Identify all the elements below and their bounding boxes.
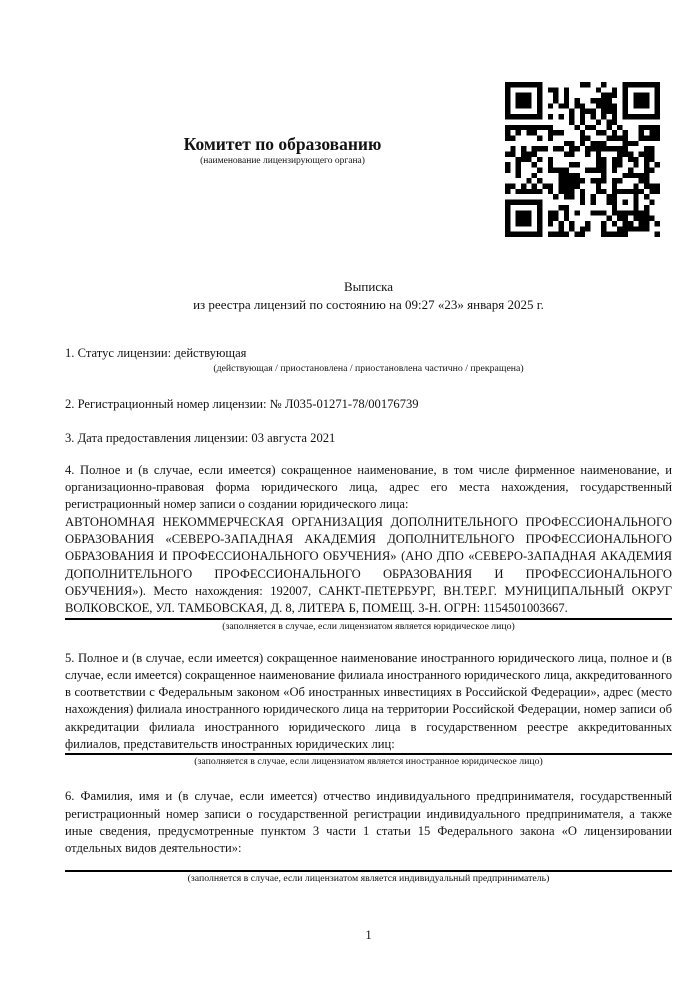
page-content (65, 0, 672, 885)
license-status-item: 1. Статус лицензии: действующая (65, 346, 247, 360)
authority-caption: (наименование лицензирующего органа) (200, 156, 365, 166)
legal-entity-label: 4. Полное и (в случае, если имеется) сокращенное наименование, в том числе фирменное наименование, и организационно-правовая форма юридического лица, адрес его места нахождения, государственный регистрационный номер записи о создании юридического лица: (65, 462, 672, 512)
authority-name: Комитет по образованию (183, 134, 382, 154)
foreign-entity-caption: (заполняется в случае, если лицензиатом является иностранное юридическое лицо) (194, 756, 543, 768)
registration-number-item: 2. Регистрационный номер лицензии: № Л035-01271-78/00176739 (65, 397, 419, 412)
legal-entity-caption: (заполняется в случае, если лицензиатом является юридическое лицо) (222, 620, 515, 632)
grant-date-item: 3. Дата предоставления лицензии: 03 августа 2021 (65, 430, 336, 445)
license-status-options-caption: (действующая / приостановлена / приостановлена частично / прекращена) (213, 363, 524, 375)
document-title (65, 278, 672, 313)
foreign-entity-item (65, 650, 672, 769)
foreign-entity-label: 5. Полное и (в случае, если имеется) сокращенное наименование иностранного юридического лица, полное и (в случае, если имеется) сокращенное наименование филиала иностранного юридического лица, аккредитованного в соответствии с Федеральным законом «Об иностранных инвестициях в Российской Федерации», адрес (место нахождения) филиала иностранного юридического лица на территории Российской Федерации, номер записи об аккредитации филиала иностранного юридического лица в государственном реестре аккредитованных филиалов, представительств иностранных юридических лиц: (65, 650, 672, 752)
licensing-authority-header (65, 0, 500, 168)
legal-entity-item (65, 462, 672, 633)
individual-entrepreneur-label: 6. Фамилия, имя и (в случае, если имеется) отчество индивидуального предпринимателя, государственный регистрационный номер записи о государственной регистрации индивидуального предпринимателя, а также иные сведения, предусмотренные пунктом 3 части 1 статьи 15 Федерального закона «О лицензировании отдельных видов деятельности»: (65, 789, 672, 856)
document-title-line2: из реестра лицензий по состоянию на 09:27 «23» января 2025 г. (193, 296, 544, 312)
page-number: 1 (365, 928, 372, 942)
document-title-line1: Выписка (344, 279, 393, 294)
individual-entrepreneur-item (65, 788, 672, 884)
legal-entity-value: АВТОНОМНАЯ НЕКОММЕРЧЕСКАЯ ОРГАНИЗАЦИЯ ДОПОЛНИТЕЛЬНОГО ПРОФЕССИОНАЛЬНОГО ОБРАЗОВАНИЯ «СЕВЕРО-ЗАПАДНАЯ АКАДЕМИЯ ДОПОЛНИТЕЛЬНОГО ПРОФЕССИОНАЛЬНОГО ОБРАЗОВАНИЯ И ПРОФЕССИОНАЛЬНОГО ОБУЧЕНИЯ» (АНО ДПО «СЕВЕРО-ЗАПАДНАЯ АКАДЕМИЯ ДОПОЛНИТЕЛЬНОГО ПРОФЕССИОНАЛЬНОГО ОБРАЗОВАНИЯ И ПРОФЕССИОНАЛЬНОГО ОБУЧЕНИЯ»). Место нахождения: 192007, САНКТ-ПЕТЕРБУРГ, ВН.ТЕР.Г. МУНИЦИПАЛЬНЫЙ ОКРУГ ВОЛКОВСКОЕ, УЛ. ТАМБОВСКАЯ, Д. 8, ЛИТЕРА Б, ПОМЕЩ. 3-Н. ОГРН: 1154501003667. (65, 514, 672, 616)
individual-entrepreneur-caption: (заполняется в случае, если лицензиатом является индивидуальный предприниматель) (187, 872, 550, 884)
